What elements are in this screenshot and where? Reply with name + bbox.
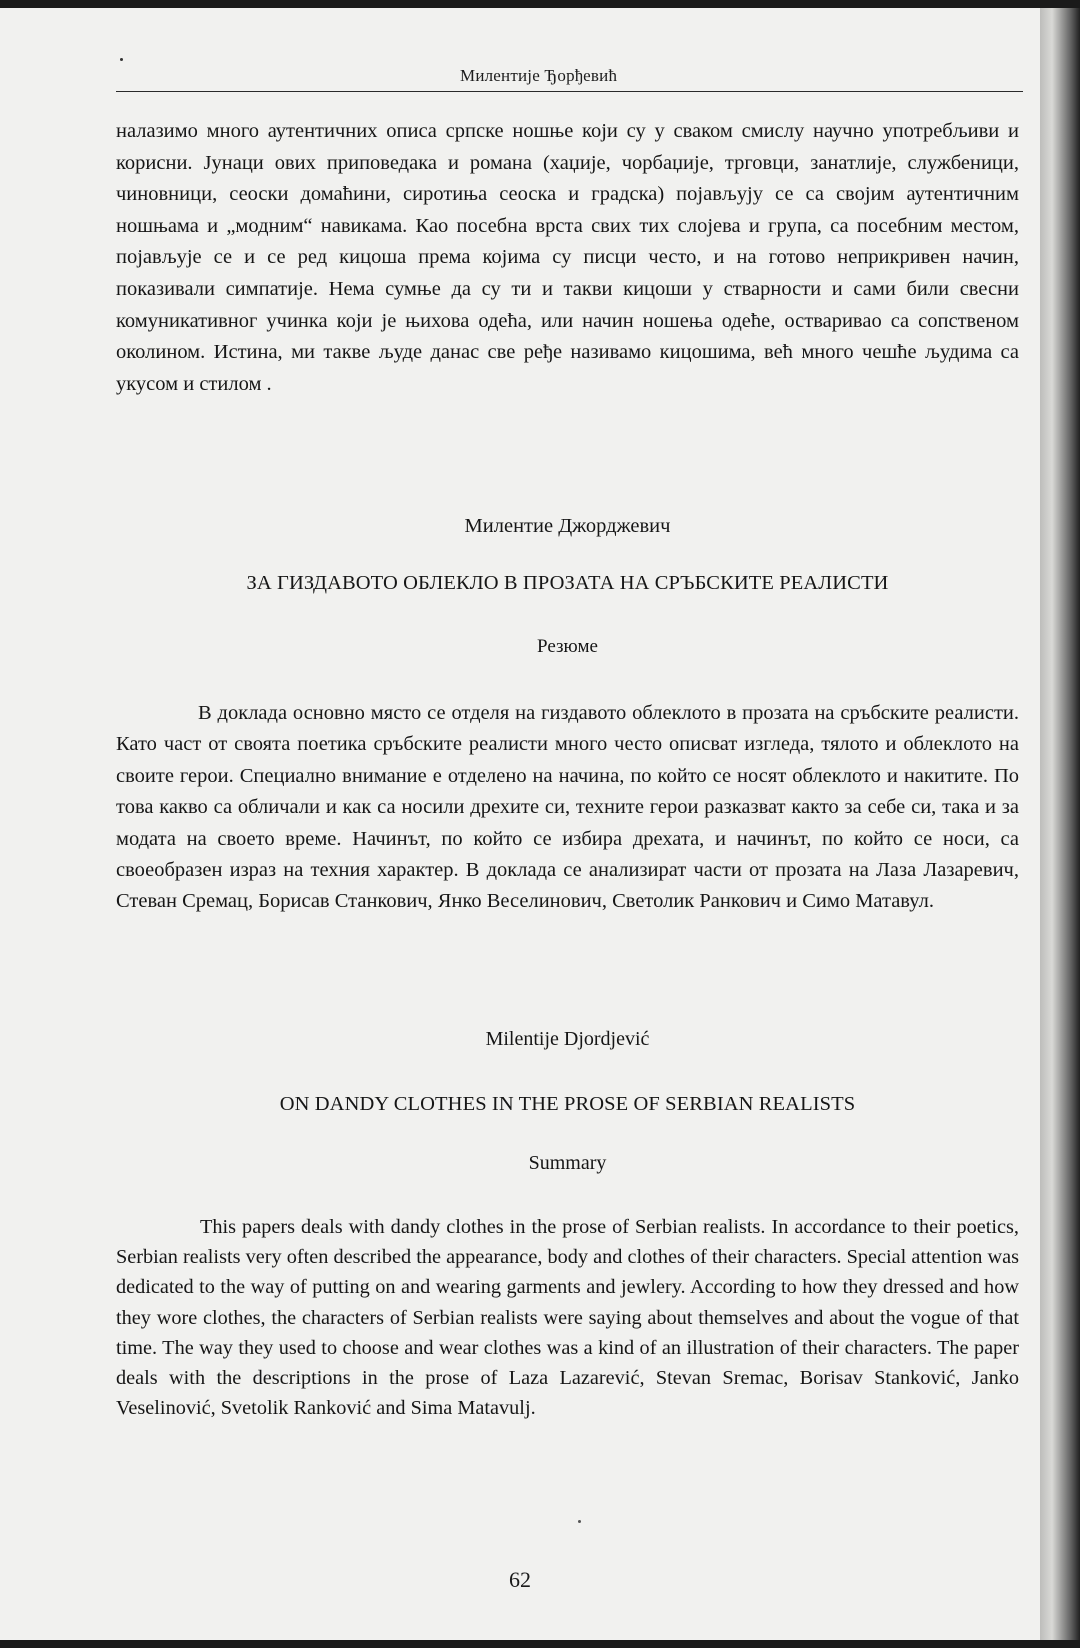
header-rule: [116, 91, 1023, 92]
english-summary-body: This papers deals with dandy clothes in the prose of Serbian realists. In accordance to their poetics, Serbian realists very often described the appearance, body and clothes of their characters. Special attention was dedicated to the way of putting on and wearing garments and jewlery. According to how they dressed and how they wore clothes, the characters of Serbian realists were saying about themselves and about the vogue of that time. The way they used to choose and wear clothes was a kind of an illustration of their characters. The paper deals with the descriptions in the prose of Laza Lazarević, Stevan Sremac, Borisav Stanković, Janko Veselinović, Svetolik Ranković and Sima Matavulj.: [116, 1216, 1019, 1420]
scan-speck: [578, 1520, 581, 1523]
bulgarian-title: ЗА ГИЗДАВОТО ОБЛЕКЛО В ПРОЗАТА НА СРЪБСКИТЕ РЕАЛИСТИ: [246, 572, 889, 594]
english-title: ON DANDY CLOTHES IN THE PROSE OF SERBIAN REALISTS: [279, 1093, 856, 1115]
running-head: Милентије Ђорђевић: [460, 66, 618, 85]
scan-speck: [120, 58, 123, 61]
book-page-edge: [1040, 8, 1080, 1640]
bulgarian-summary-body: В доклада основно място се отделя на гиздавото облеклото в прозата на сръбските реалисти. Като част от своята поетика сръбските реалисти много често описват изгледа, тялото и облеклото на своите герои. Специално внимание е отделено на начина, по който се носят облеклото и накитите. По това какво са обличали и как са носили дрехите си, техните герои разказват както за себе си, така и за модата на своето време. Начинът, по който се избира дрехата, и начинът, по който се носи, са своеобразен израз на техния характер. В доклада се анализират части от прозата на Лаза Лазаревич, Стеван Сремац, Борисав Станкович, Янко Веселинович, Светолик Ранкович и Симо Матавул.: [116, 702, 1019, 913]
english-author: Milentije Djordjević: [485, 1028, 650, 1050]
intro-paragraph: налазимо много аутентичних описа српске ношње који су у сваком смислу научно употребљиви и корисни. Јунаци ових приповедака и романа (хаџије, чорбаџије, трговци, занатлије, службеници, чиновници, сеоски домаћини, сиротиња сеоска и градска) појављују се са својим аутентичним ношњама и „модним“ навикама. Као посебна врста свих тих слојева и група, са посебним местом, појављује се и се ред кицоша према којима су писци често, и на готово неприкривен начин, показивали симпатије. Нема сумње да су ти и такви кицоши у стварности и сами били свесни комуникативног учинка који је њихова одећа, или начин ношења одеће, остваривао са сопственом околином. Истина, ми такве људе данас све ређе називамо кицошима, већ много чешће људима са укусом и стилом .: [116, 120, 1019, 395]
english-subtitle: Summary: [528, 1152, 607, 1174]
page-number: 62: [509, 1567, 531, 1592]
bulgarian-author: Милентие Джорджевич: [464, 515, 671, 537]
bulgarian-subtitle: Резюме: [537, 636, 598, 657]
